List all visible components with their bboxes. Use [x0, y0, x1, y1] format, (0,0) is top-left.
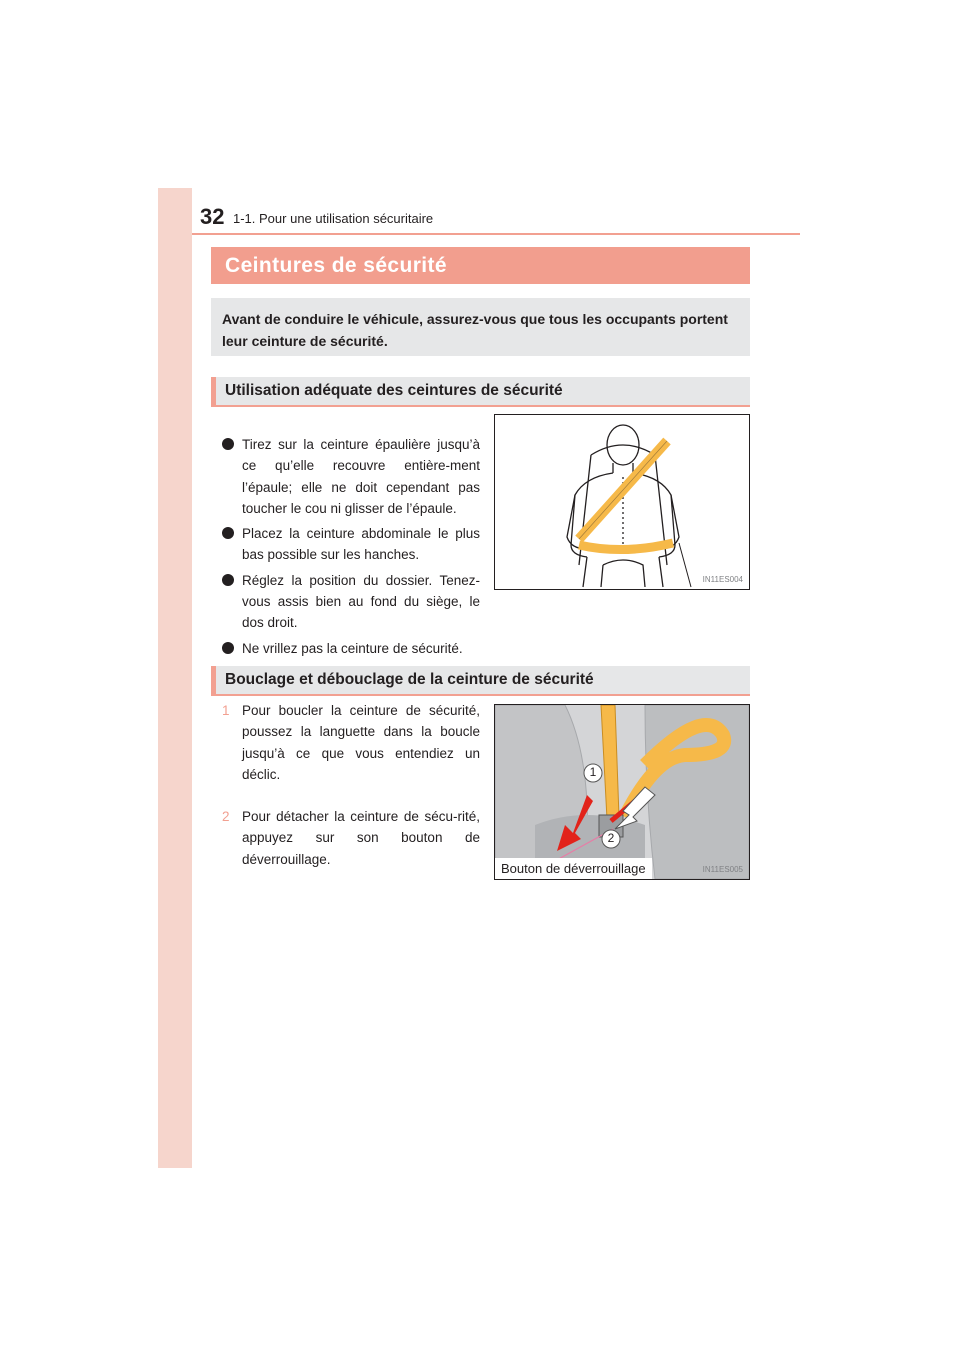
- page-title: Ceintures de sécurité: [225, 254, 447, 277]
- heading-accent: [211, 377, 216, 407]
- bullet-text: Ne vrillez pas la ceinture de sécurité.: [242, 640, 463, 656]
- list-item: [222, 434, 480, 519]
- heading-accent: [211, 666, 216, 696]
- page-number: 32: [200, 204, 225, 229]
- section-label: 1-1. Pour une utilisation sécuritaire: [233, 211, 434, 226]
- list-item: [222, 570, 480, 634]
- bullet-icon: [222, 642, 234, 654]
- marker-1: 1: [589, 765, 597, 779]
- marker-2: 2: [607, 831, 615, 845]
- bullet-icon: [222, 527, 234, 539]
- buckling-heading: [211, 666, 750, 696]
- seatbelt-wearing-illustration: [494, 414, 750, 590]
- intro-text: Avant de conduire le véhicule, assurez-vous que tous les occupants portent leur ceinture de sécurité.: [222, 311, 728, 349]
- step-number: 2: [222, 809, 230, 824]
- list-item: [222, 523, 480, 566]
- step-number: 1: [222, 703, 230, 718]
- intro-box: [211, 298, 750, 356]
- bullet-icon: [222, 438, 234, 450]
- buckling-heading-text: Bouclage et débouclage de la ceinture de sécurité: [225, 671, 594, 688]
- usage-heading: [211, 377, 750, 407]
- list-item: [222, 638, 480, 659]
- figure-code: IN11ES004: [702, 575, 743, 584]
- step-text: Pour boucler la ceinture de sécurité, poussez la languette dans la boucle jusqu’à ce que vous entendiez un déclic.: [242, 703, 480, 782]
- header-rule: [192, 233, 800, 235]
- step-text: Pour détacher la ceinture de sécu-rité, appuyez sur son bouton de déverrouillage.: [242, 809, 480, 867]
- side-tab-strip: [158, 188, 192, 1168]
- buckle-illustration: [494, 704, 750, 880]
- bullet-text: Tirez sur la ceinture épaulière jusqu’à ce qu’elle recouvre entière-ment l’épaule; elle ne doit cependant pas toucher le cou ni glisser de l’épaule.: [242, 437, 480, 516]
- figure-code: IN11ES005: [702, 865, 743, 874]
- buckle-icon: [495, 705, 749, 879]
- bullet-text: Placez la ceinture abdominale le plus bas possible sur les hanches.: [242, 526, 480, 563]
- release-button-callout: Bouton de déverrouillage: [495, 858, 652, 879]
- bullet-text: Réglez la position du dossier. Tenez-vous assis bien au fond du siège, le dos droit.: [242, 572, 480, 631]
- title-bar: [211, 247, 750, 284]
- bullet-icon: [222, 574, 234, 586]
- usage-heading-text: Utilisation adéquate des ceintures de sécurité: [225, 382, 563, 399]
- seated-occupant-icon: [495, 415, 749, 589]
- usage-bullet-list: [222, 434, 480, 663]
